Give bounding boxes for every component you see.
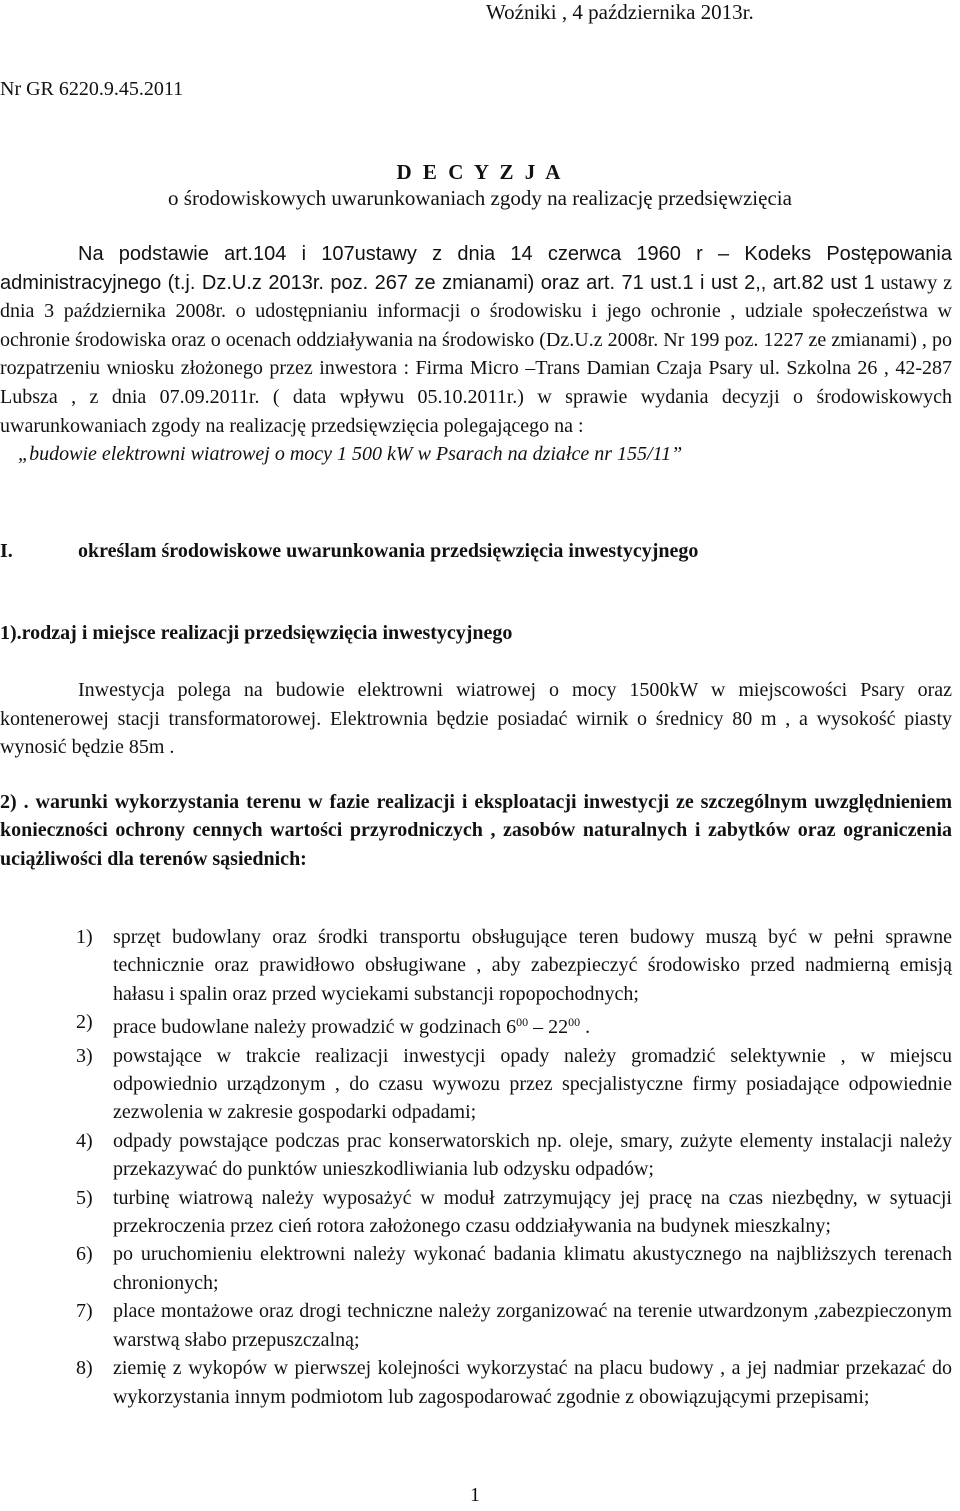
list-item: [0, 1184, 952, 1241]
list-item-marker: 2): [76, 1011, 93, 1034]
section-i-heading: [0, 540, 698, 563]
list-item: [0, 1240, 952, 1297]
page-number: 1: [470, 1484, 480, 1506]
section-i-number: I.: [0, 540, 13, 562]
list-item: [0, 1354, 952, 1411]
point-1-paragraph: [0, 676, 952, 762]
project-subject: „budowie elektrowni wiatrowej o mocy 1 500 kW w Psarach na działce nr 155/11”: [18, 443, 683, 466]
list-item-marker: 3): [76, 1044, 93, 1067]
list-item-marker: 6): [76, 1243, 93, 1266]
list-item-text: odpady powstające podczas prac konserwatorskich np. oleje, smary, zużyte elementy instalacji należy przekazywać do punktów unieszkodliwiania lub odzysku odpadów;: [113, 1129, 952, 1181]
list-item-text: turbinę wiatrową należy wyposażyć w moduł zatrzymujący jej pracę na czas niezbędny, w sytuacji przekroczenia przez cień rotora założonego czasu oddziaływania na budynek mieszkalny;: [113, 1186, 952, 1238]
list-item: [0, 1297, 952, 1354]
point-1-heading: 1).rodzaj i miejsce realizacji przedsięwzięcia inwestycyjnego: [0, 622, 513, 644]
list-item-marker: 5): [76, 1186, 93, 1209]
legal-basis-text: Na podstawie art.104 i 107ustawy z dnia 14 czerwca 1960 r – Kodeks Postępowania administracyjnego (t.j. Dz.U.z 2013r. poz. 267 ze zmianami) oraz art. 71 ust.1 i ust 2,, art.82 ust 1: [0, 243, 952, 294]
list-item-text: ziemię z wykopów w pierwszej kolejności wykorzystać na placu budowy , a jej nadmiar przekazać do wykorzystania innym podmiotom lub zagospodarować zgodnie z obowiązującymi przepisami;: [113, 1357, 952, 1408]
intro-body-text: ustawy z dnia 3 października 2008r. o udostępnianiu informacji o środowisku i jego ochronie , udziale społeczeństwa w ochronie środowiska oraz o ocenach oddziaływania na środowisko (Dz.U.z 2008r. Nr 199 poz. 1227 ze zmianami) , po rozpatrzeniu wniosku złożonego przez inwestora : Firma Micro –Trans Damian Czaja Psary ul. Szkolna 26 , 42-287 Lubsza , z dnia 07.09.2011r. ( data wpływu 05.10.2011r.) w sprawie wydania decyzji o środowiskowych uwarunkowaniach zgody na realizację przedsięwzięcia polegającego na :: [0, 271, 953, 437]
reference-number: Nr GR 6220.9.45.2011: [0, 78, 184, 100]
list-item-marker: 1): [76, 926, 93, 948]
place-date: Woźniki , 4 października 2013r.: [486, 0, 754, 24]
point-2-heading: 2) . warunki wykorzystania terenu w fazie realizacji i eksploatacji inwestycji ze szczególnym uwzględnieniem konieczności ochrony cennych wartości przyrodniczych , zasobów naturalnych i zabytków oraz ograniczenia uciążliwości dla terenów sąsiednich:: [0, 791, 952, 870]
decision-title: D E C Y Z J A: [396, 160, 564, 184]
list-item-marker: 8): [76, 1357, 93, 1380]
list-item-text: place montażowe oraz drogi techniczne należy zorganizować na terenie utwardzonym ,zabezpieczonym warstwą słabo przepuszczalną;: [113, 1300, 952, 1351]
list-item-text: .: [580, 1016, 591, 1039]
section-i-label: określam środowiskowe uwarunkowania przedsięwzięcia inwestycyjnego: [78, 540, 699, 562]
point-1-text: Psary oraz kontenerowej stacji transformatorowej. Elektrownia będzie posiadać wirnik o średnicy 80 m , a wysokość piasty wynosić będzie 85m .: [0, 679, 953, 759]
list-item-text: powstające w trakcie realizacji inwestycji opady należy gromadzić selektywnie , w miejscu odpowiednio urządzonym , do czasu wywozu przez specjalistyczne firmy posiadające odpowiednie zezwolenia w zakresie gospodarki odpadami;: [113, 1044, 952, 1124]
list-item-text: po uruchomieniu elektrowni należy wykonać badania klimatu akustycznego na najbliższych terenach chronionych;: [113, 1243, 952, 1294]
list-item: [0, 1042, 952, 1127]
hour-superscript: 00: [516, 1015, 529, 1030]
list-item-text: prace budowlane należy prowadzić w godzinach 6: [113, 1016, 517, 1039]
list-item: [0, 1127, 952, 1184]
list-item-marker: 7): [76, 1300, 93, 1323]
point-1-first-line: Inwestycja polega na budowie elektrowni wiatrowej o mocy 1500kW w miejscowości: [78, 679, 848, 701]
list-item: [0, 923, 952, 1008]
intro-paragraph: [0, 240, 952, 469]
decision-subtitle: o środowiskowych uwarunkowaniach zgody na realizację przedsięwzięcia: [168, 186, 792, 210]
conditions-list: [0, 923, 952, 1411]
hour-superscript: 00: [568, 1015, 581, 1030]
list-item: [0, 1008, 952, 1041]
list-item-text: sprzęt budowlany oraz środki transportu obsługujące teren budowy muszą być w pełni sprawne technicznie oraz prawidłowo obsługiwane , aby zabezpieczyć środowisko przed nadmierną emisją hałasu i spalin oraz przed wyciekami substancji ropopochodnych;: [113, 926, 952, 1005]
list-item-marker: 4): [76, 1129, 93, 1152]
list-item-text: – 22: [528, 1016, 569, 1039]
